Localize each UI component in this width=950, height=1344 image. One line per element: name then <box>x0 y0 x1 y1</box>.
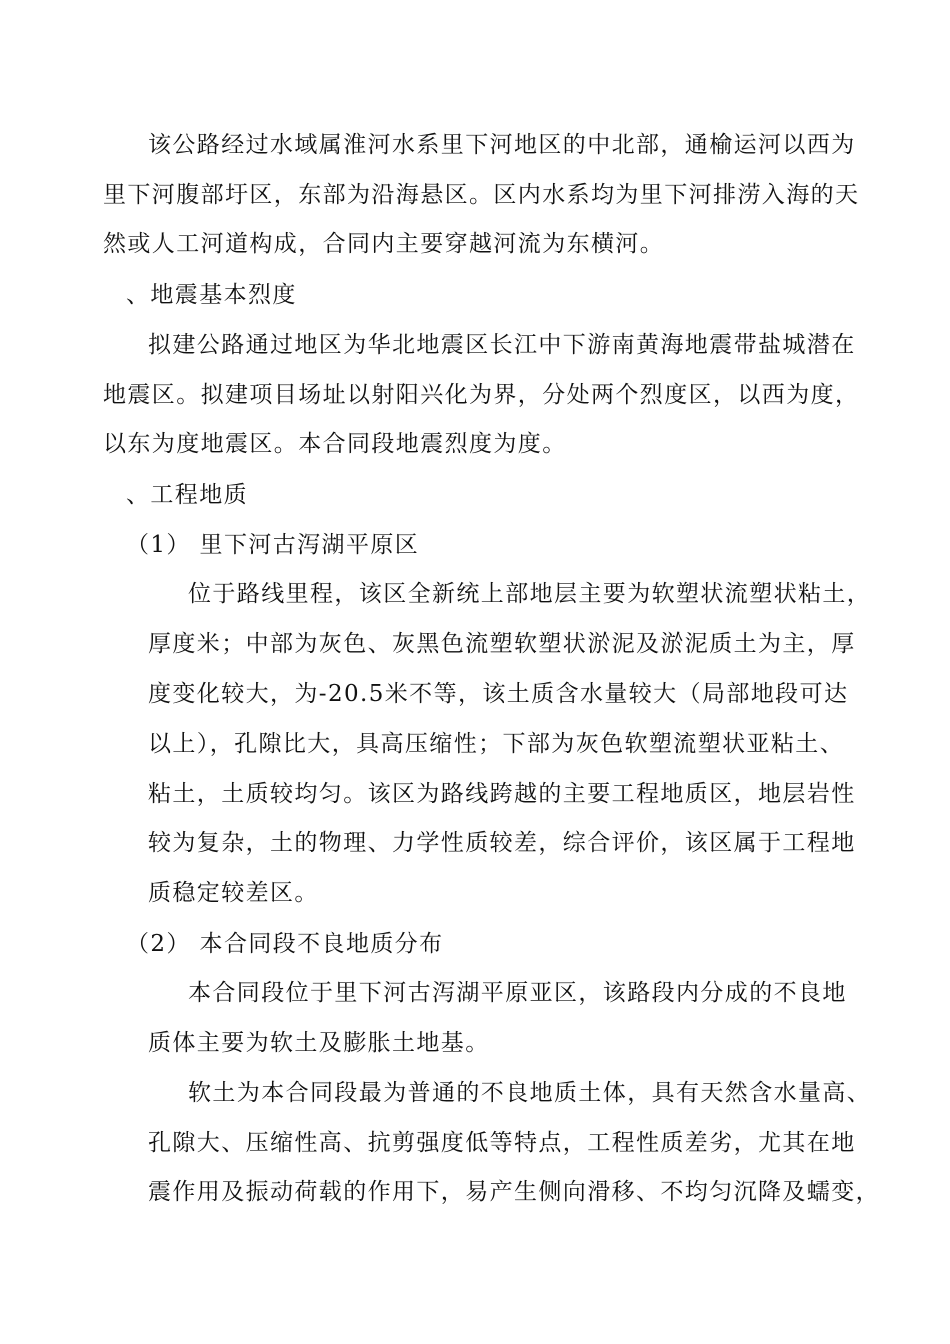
paragraph-line: 震作用及振动荷载的作用下，易产生侧向滑移、不均匀沉降及蠕变， <box>148 1179 880 1205</box>
subsection-heading: （1） 里下河古泻湖平原区 <box>126 532 420 558</box>
paragraph-line: 度变化较大，为-20.5米不等，该土质含水量较大（局部地段可达 <box>148 681 849 707</box>
paragraph-line: 以东为度地震区。本合同段地震烈度为度。 <box>103 431 567 457</box>
paragraph-line: 然或人工河道构成，合同内主要穿越河流为东横河。 <box>103 231 665 257</box>
subsection-heading: （2） 本合同段不良地质分布 <box>126 931 444 957</box>
paragraph-line: 粘土，土质较均匀。该区为路线跨越的主要工程地质区，地层岩性 <box>148 781 856 807</box>
paragraph-line: 以上），孔隙比大，具高压缩性；下部为灰色软塑流塑状亚粘土、 <box>148 731 845 757</box>
paragraph-line: 该公路经过水域属淮河水系里下河地区的中北部，通榆运河以西为 <box>148 132 856 158</box>
section-heading: 、工程地质 <box>126 482 248 508</box>
paragraph-line: 本合同段位于里下河古泻湖平原亚区，该路段内分成的不良地 <box>188 980 847 1006</box>
paragraph-line: 质稳定较差区。 <box>148 880 319 906</box>
paragraph-line: 孔隙大、压缩性高、抗剪强度低等特点，工程性质差劣，尤其在地 <box>148 1130 856 1156</box>
paragraph-line: 较为复杂，土的物理、力学性质较差，综合评价，该区属于工程地 <box>148 830 856 856</box>
paragraph-line: 位于路线里程，该区全新统上部地层主要为软塑状流塑状粘土， <box>188 581 872 607</box>
paragraph-line: 里下河腹部圩区，东部为沿海悬区。区内水系均为里下河排涝入海的天 <box>103 182 860 208</box>
paragraph-line: 厚度米；中部为灰色、灰黑色流塑软塑状淤泥及淤泥质土为主，厚 <box>148 631 856 657</box>
paragraph-line: 地震区。拟建项目场址以射阳兴化为界，分处两个烈度区，以西为度， <box>103 382 860 408</box>
paragraph-line: 软土为本合同段最为普通的不良地质土体，具有天然含水量高、 <box>188 1080 872 1106</box>
paragraph-line: 质体主要为软土及膨胀土地基。 <box>148 1030 490 1056</box>
section-heading: 、地震基本烈度 <box>126 282 297 308</box>
paragraph-line: 拟建公路通过地区为华北地震区长江中下游南黄海地震带盐城潜在 <box>148 332 856 358</box>
